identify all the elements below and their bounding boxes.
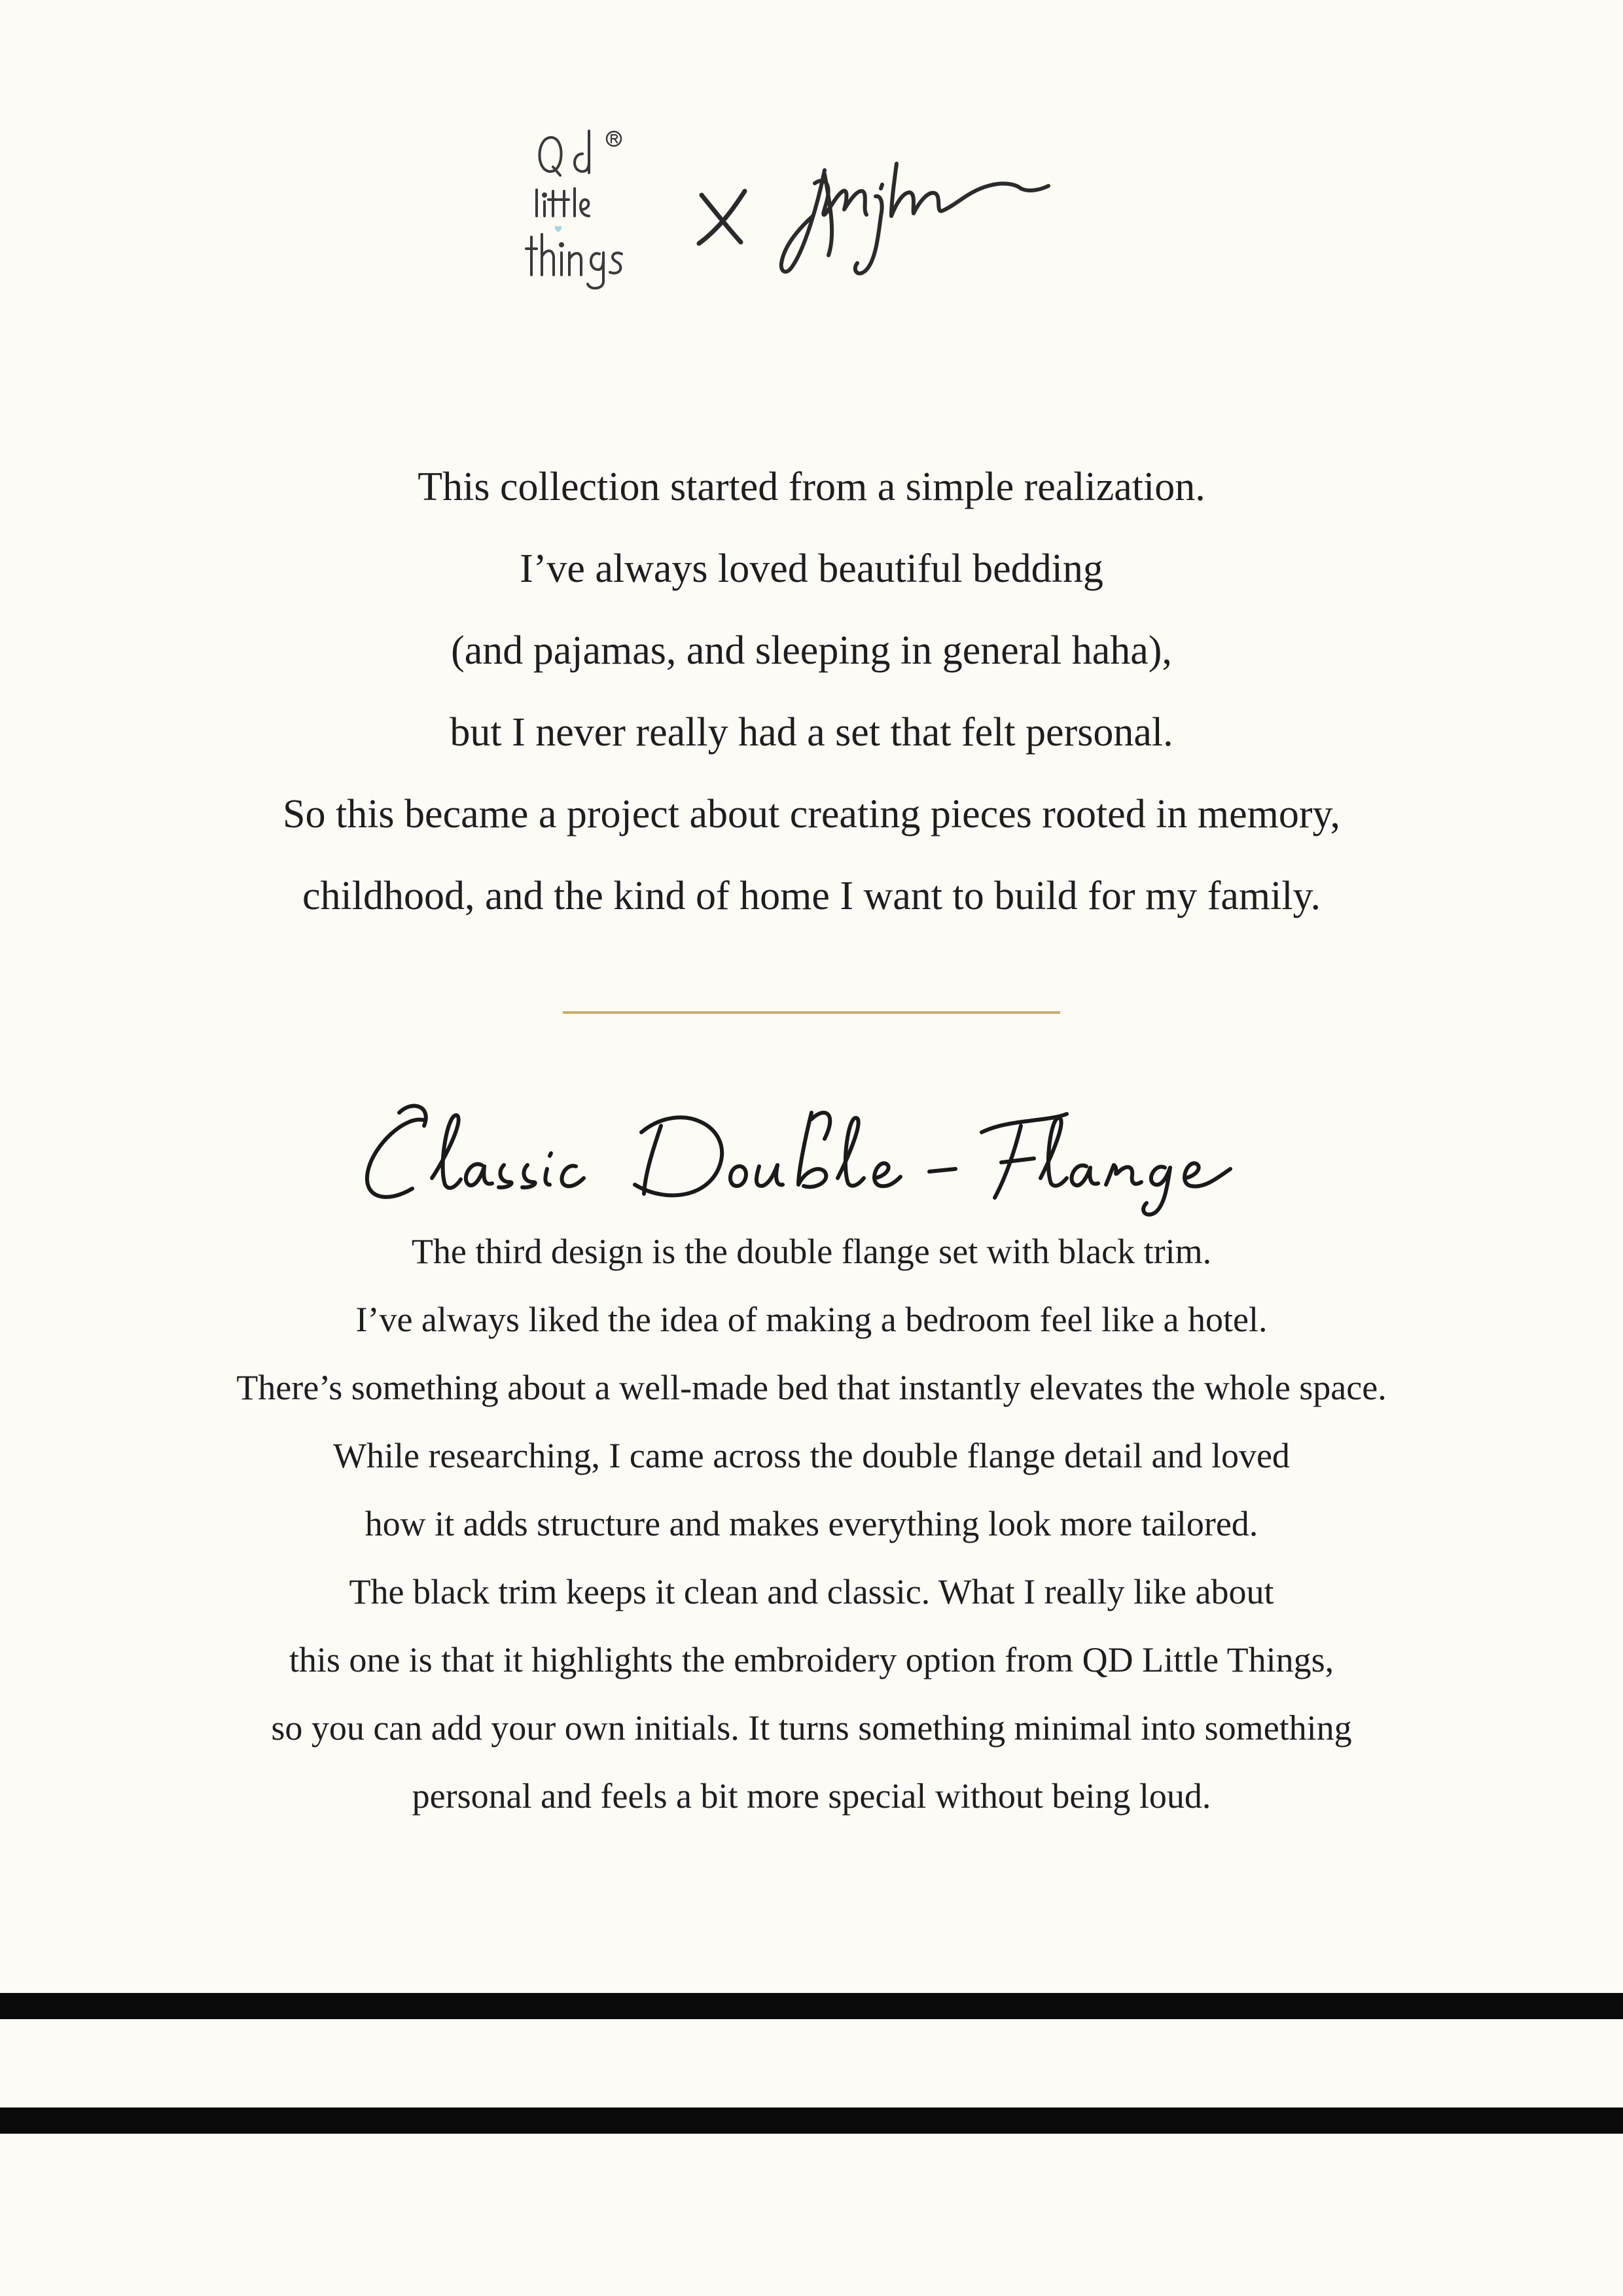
body-line: this one is that it highlights the embroidery option from QD Little Things, bbox=[289, 1640, 1334, 1679]
brand-collab-logo bbox=[517, 118, 1106, 321]
mijne-signature bbox=[781, 164, 1048, 274]
body-line: While researching, I came across the double flange detail and loved bbox=[333, 1436, 1290, 1475]
body-line: The black trim keeps it clean and classic. What I really like about bbox=[349, 1572, 1274, 1611]
body-line: The third design is the double flange set with black trim. bbox=[411, 1232, 1212, 1271]
intro-line: (and pajamas, and sleeping in general haha), bbox=[451, 628, 1172, 673]
intro-line: This collection started from a simple realization. bbox=[418, 465, 1205, 509]
intro-paragraph bbox=[0, 446, 1623, 937]
gold-divider bbox=[563, 1011, 1060, 1014]
body-line: There’s something about a well-made bed that instantly elevates the whole space. bbox=[236, 1368, 1387, 1407]
footer-stripe-bottom bbox=[0, 2108, 1623, 2134]
collab-x-icon bbox=[699, 191, 745, 243]
body-line: personal and feels a bit more special without being loud. bbox=[412, 1776, 1211, 1816]
intro-line: childhood, and the kind of home I want to build for my family. bbox=[302, 874, 1321, 918]
qd-little-things-logo bbox=[526, 131, 622, 288]
intro-line: but I never really had a set that felt personal. bbox=[450, 710, 1173, 755]
section-title-text bbox=[353, 1073, 1270, 1224]
section-title bbox=[353, 1073, 1270, 1224]
body-line: how it adds structure and makes everything look more tailored. bbox=[365, 1504, 1258, 1543]
intro-line: I’ve always loved beautiful bedding bbox=[520, 547, 1103, 591]
footer-stripe-top bbox=[0, 1993, 1623, 2019]
body-line: I’ve always liked the idea of making a bedroom feel like a hotel. bbox=[355, 1300, 1268, 1339]
section-body bbox=[0, 1217, 1623, 1830]
body-line: so you can add your own initials. It turns something minimal into something bbox=[271, 1708, 1352, 1748]
intro-line: So this became a project about creating pieces rooted in memory, bbox=[282, 792, 1341, 836]
